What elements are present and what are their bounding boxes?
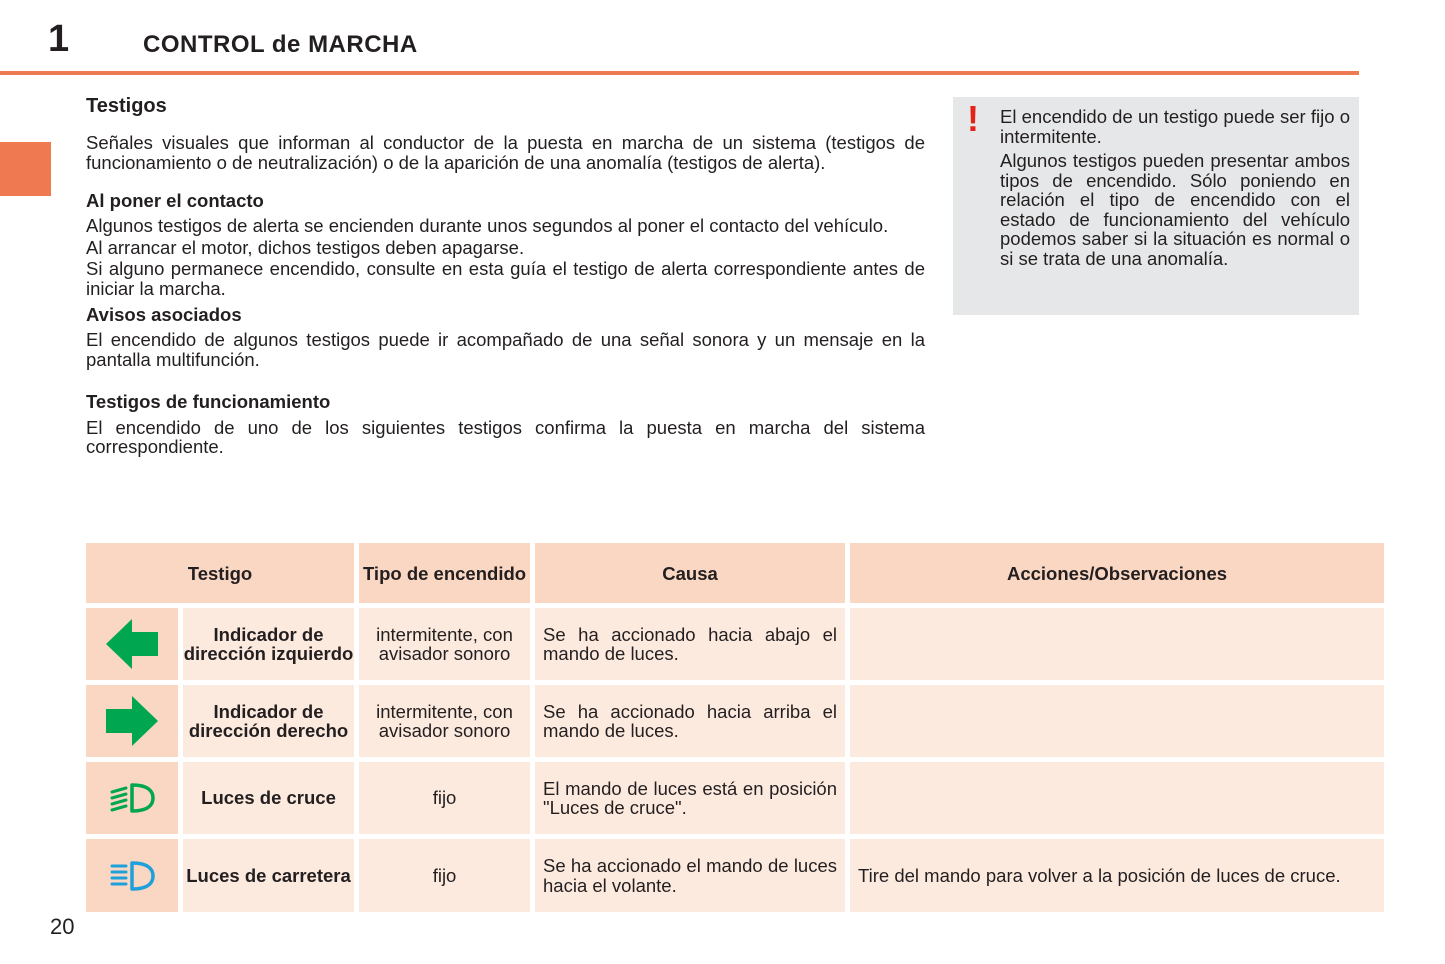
section-title: Testigos <box>86 95 167 117</box>
chapter-title: CONTROL de MARCHA <box>143 31 418 58</box>
indicator-name: Luces de carretera <box>183 839 354 912</box>
header-acciones: Acciones/Observaciones <box>850 543 1384 603</box>
left-arrow-icon <box>104 618 160 670</box>
indicator-acciones <box>850 762 1384 834</box>
indicator-causa: Se ha accionado el mando de luces hacia el volante. <box>535 839 845 912</box>
header-rule <box>0 71 1359 75</box>
page-number: 20 <box>50 914 75 939</box>
table-row <box>86 762 1384 834</box>
icon-cell <box>86 839 178 912</box>
indicator-causa: Se ha accionado hacia abajo el mando de luces. <box>535 608 845 680</box>
indicator-name: Luces de cruce <box>183 762 354 834</box>
icon-cell <box>86 685 178 757</box>
intro-paragraph: Señales visuales que informan al conductor de la puesta en marcha de un sistema (testigos de funcionamiento o de neutralización) o de la aparición de una anomalía (testigos de alerta). <box>86 132 925 173</box>
table-row <box>86 685 1384 757</box>
heading-al-poner-contacto: Al poner el contacto <box>86 190 264 211</box>
header-testigo: Testigo <box>86 543 354 603</box>
chapter-side-tab <box>0 142 51 196</box>
indicator-tipo: fijo <box>359 762 530 834</box>
indicator-tipo: fijo <box>359 839 530 912</box>
indicator-tipo: intermitente, con avisador sonoro <box>359 685 530 757</box>
table-header-row <box>86 543 1384 603</box>
indicator-acciones <box>850 608 1384 680</box>
icon-cell <box>86 608 178 680</box>
high-beam-icon <box>108 860 156 892</box>
chapter-number: 1 <box>48 18 70 60</box>
indicator-causa: El mando de luces está en posición "Luces de cruce". <box>535 762 845 834</box>
right-arrow-icon <box>104 695 160 747</box>
contacto-paragraph-3: Si alguno permanece encendido, consulte en esta guía el testigo de alerta correspondiente antes de iniciar la marcha. <box>86 258 925 299</box>
low-beam-icon <box>108 782 156 814</box>
contacto-paragraph-1: Algunos testigos de alerta se encienden durante unos segundos al poner el contacto del vehículo. <box>86 215 889 237</box>
indicator-tipo: intermitente, con avisador sonoro <box>359 608 530 680</box>
indicator-name: Indicador de dirección derecho <box>183 685 354 757</box>
header-causa: Causa <box>535 543 845 603</box>
indicator-name: Indicador de dirección izquierdo <box>183 608 354 680</box>
contacto-paragraph-2: Al arrancar el motor, dichos testigos deben apagarse. <box>86 236 525 258</box>
warning-exclamation-icon: ! <box>967 98 979 139</box>
icon-cell <box>86 762 178 834</box>
note-paragraph-1: El encendido de un testigo puede ser fijo o intermitente. <box>1000 106 1350 147</box>
funcionamiento-paragraph: El encendido de uno de los siguientes testigos confirma la puesta en marcha del sistema correspondiente. <box>86 416 925 458</box>
heading-testigos-funcionamiento: Testigos de funcionamiento <box>86 391 331 413</box>
avisos-paragraph: El encendido de algunos testigos puede ir acompañado de una señal sonora y un mensaje en la pantalla multifunción. <box>86 329 925 370</box>
note-paragraph-2: Algunos testigos pueden presentar ambos tipos de encendido. Sólo poniendo en relación el tipo de encendido con el estado de funcionamiento del vehículo podemos saber si la situación es normal o si se trata de una anomalía. <box>1000 150 1350 269</box>
table-row <box>86 608 1384 680</box>
note-text <box>1000 107 1350 268</box>
indicator-causa: Se ha accionado hacia arriba el mando de luces. <box>535 685 845 757</box>
table-row <box>86 839 1384 912</box>
note-box <box>953 97 1359 315</box>
main-content <box>86 94 925 457</box>
indicator-table <box>81 538 1389 917</box>
heading-avisos-asociados: Avisos asociados <box>86 304 242 326</box>
indicator-acciones <box>850 685 1384 757</box>
header-tipo: Tipo de encendido <box>359 543 530 603</box>
indicator-acciones: Tire del mando para volver a la posición de luces de cruce. <box>850 839 1384 912</box>
